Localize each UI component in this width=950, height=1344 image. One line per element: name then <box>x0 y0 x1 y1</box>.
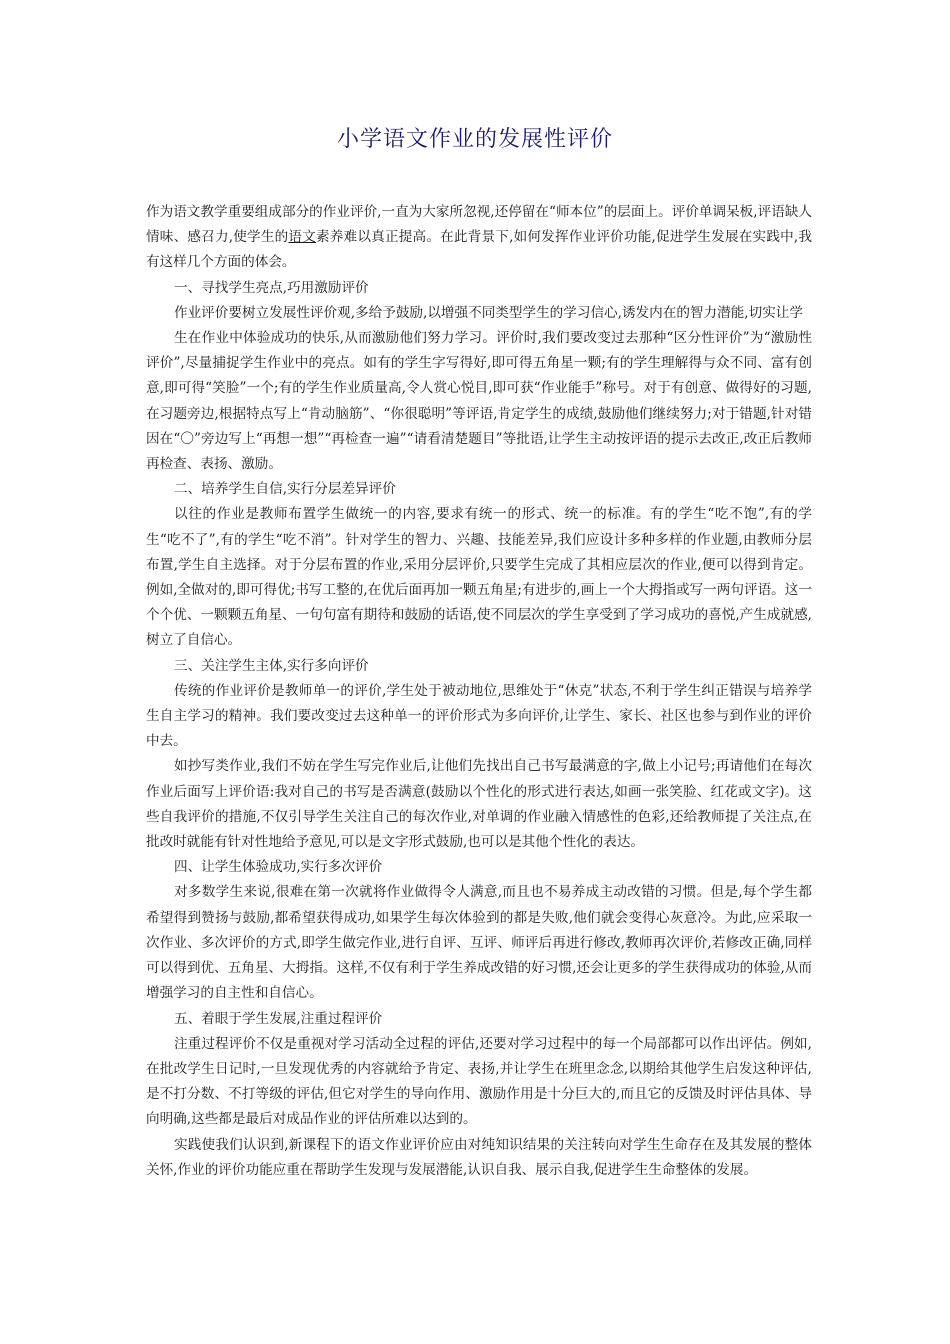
body-paragraph: 作业评价要树立发展性评价观,多给予鼓励,以增强不同类型学生的学习信心,诱发内在的智力潜能,切实让学 <box>174 304 803 321</box>
document-body <box>146 200 812 1183</box>
closing-paragraph: 实践使我们认识到,新课程下的语文作业评价应由对纯知识结果的关注转向对学生生命存在及其发展的整体关怀,作业的评价功能应重在帮助学生发现与发展潜能,认识自我、展示自我,促进学生生命整体的发展。 <box>146 1136 812 1178</box>
section-heading-4: 四、让学生体验成功,实行多次评价 <box>174 859 383 876</box>
yuwen-link[interactable]: 语文 <box>288 229 317 246</box>
intro-text-start: 作为语文教学重要组成部分的作业评价,一直为大家所忽视,还停留在“师本位”的层面上。评价单调呆板,评语缺人情味、感召力,使学生的 <box>146 204 812 246</box>
section-heading-5: 五、着眼于学生发展,注重过程评价 <box>174 1010 383 1027</box>
section-heading-2: 二、培养学生自信,实行分层差异评价 <box>174 481 396 498</box>
intro-paragraph <box>146 200 812 276</box>
body-paragraph: 以往的作业是教师布置学生做统一的内容,要求有统一的形式、统一的标准。有的学生“吃不饱”,有的学生“吃不了”,有的学生“吃不消”。针对学生的智力、兴趣、技能差异,我们应设计多种多样的作业题,由教师分层布置,学生自主选择。对于分层布置的作业,采用分层评价,只要学生完成了其相应层次的作业,便可以得到肯定。例如,全做对的,即可得优;书写工整的,在优后面再加一颗五角星;有进步的,画上一个大拇指或写一两句评语。这一个个优、一颗颗五角星、一句句富有期待和鼓励的话语,使不同层次的学生享受到了学习成功的喜悦,产生成就感,树立了自信心。 <box>146 506 812 649</box>
intro-text-end: 素养难以真正提高。在此背景下,如何发挥作业评价功能,促进学生发展在实践中,我有这样几个方面的体会。 <box>146 229 813 271</box>
body-paragraph: 注重过程评价不仅是重视对学习活动全过程的评估,还要对学习过程中的每一个局部都可以作出评估。例如,在批改学生日记时,一旦发现优秀的内容就给予肯定、表扬,并让学生在班里念念,以期给其他学生启发这种评估,是不打分数、不打等级的评估,但它对学生的导向作用、激励作用是十分巨大的,而且它的反馈及时评估具体、导向明确,这些都是最后对成品作业的评估所难以达到的。 <box>146 1035 812 1128</box>
document-title: 小学语文作业的发展性评价 <box>336 127 613 152</box>
body-paragraph: 对多数学生来说,很难在第一次就将作业做得令人满意,而且也不易养成主动改错的习惯。但是,每个学生都希望得到赞扬与鼓励,都希望获得成功,如果学生每次体验到的都是失败,他们就会变得心灰意冷。为此,应采取一次作业、多次评价的方式,即学生做完作业,进行自评、互评、师评后再进行修改,教师再次评价,若修改正确,同样可以得到优、五角星、大拇指。这样,不仅有利于学生养成改错的好习惯,还会让更多的学生获得成功的体验,从而增强学习的自主性和自信心。 <box>146 884 812 1002</box>
body-paragraph: 生在作业中体验成功的快乐,从而激励他们努力学习。评价时,我们要改变过去那种“区分性评价”为“激励性评价”,尽量捕捉学生作业中的亮点。如有的学生字写得好,即可得五角星一颗;有的学生理解得与众不同、富有创意,即可得“笑脸”一个;有的学生作业质量高,令人赏心悦目,即可获“作业能手”称号。对于有创意、做得好的习题,在习题旁边,根据特点写上“肯动脑筋”、“你很聪明”等评语,肯定学生的成绩,鼓励他们继续努力;对于错题,针对错因在“〇”旁边写上“再想一想”“再检查一遍”“请看清楚题目”等批语,让学生主动按评语的提示去改正,改正后教师再检查、表扬、激励。 <box>146 330 812 473</box>
section-heading-1: 一、寻找学生亮点,巧用激励评价 <box>174 279 369 296</box>
body-paragraph: 传统的作业评价是教师单一的评价,学生处于被动地位,思维处于“休克”状态,不利于学生纠正错误与培养学生自主学习的精神。我们要改变过去这种单一的评价形式为多向评价,让学生、家长、社区也参与到作业的评价中去。 <box>146 682 812 750</box>
section-heading-3: 三、关注学生主体,实行多向评价 <box>174 657 369 674</box>
body-paragraph: 如抄写类作业,我们不妨在学生写完作业后,让他们先找出自己书写最满意的字,做上小记号;再请他们在每次作业后面写上评价语:我对自己的书写是否满意(鼓励以个性化的形式进行表达,如画一张笑脸、红花或文字)。这些自我评价的措施,不仅引导学生关注自己的每次作业,对单调的作业融入情感性的色彩,还给教师提了关注点,在批改时就能有针对性地给予意见,可以是文字形式鼓励,也可以是其他个性化的表达。 <box>146 758 812 851</box>
